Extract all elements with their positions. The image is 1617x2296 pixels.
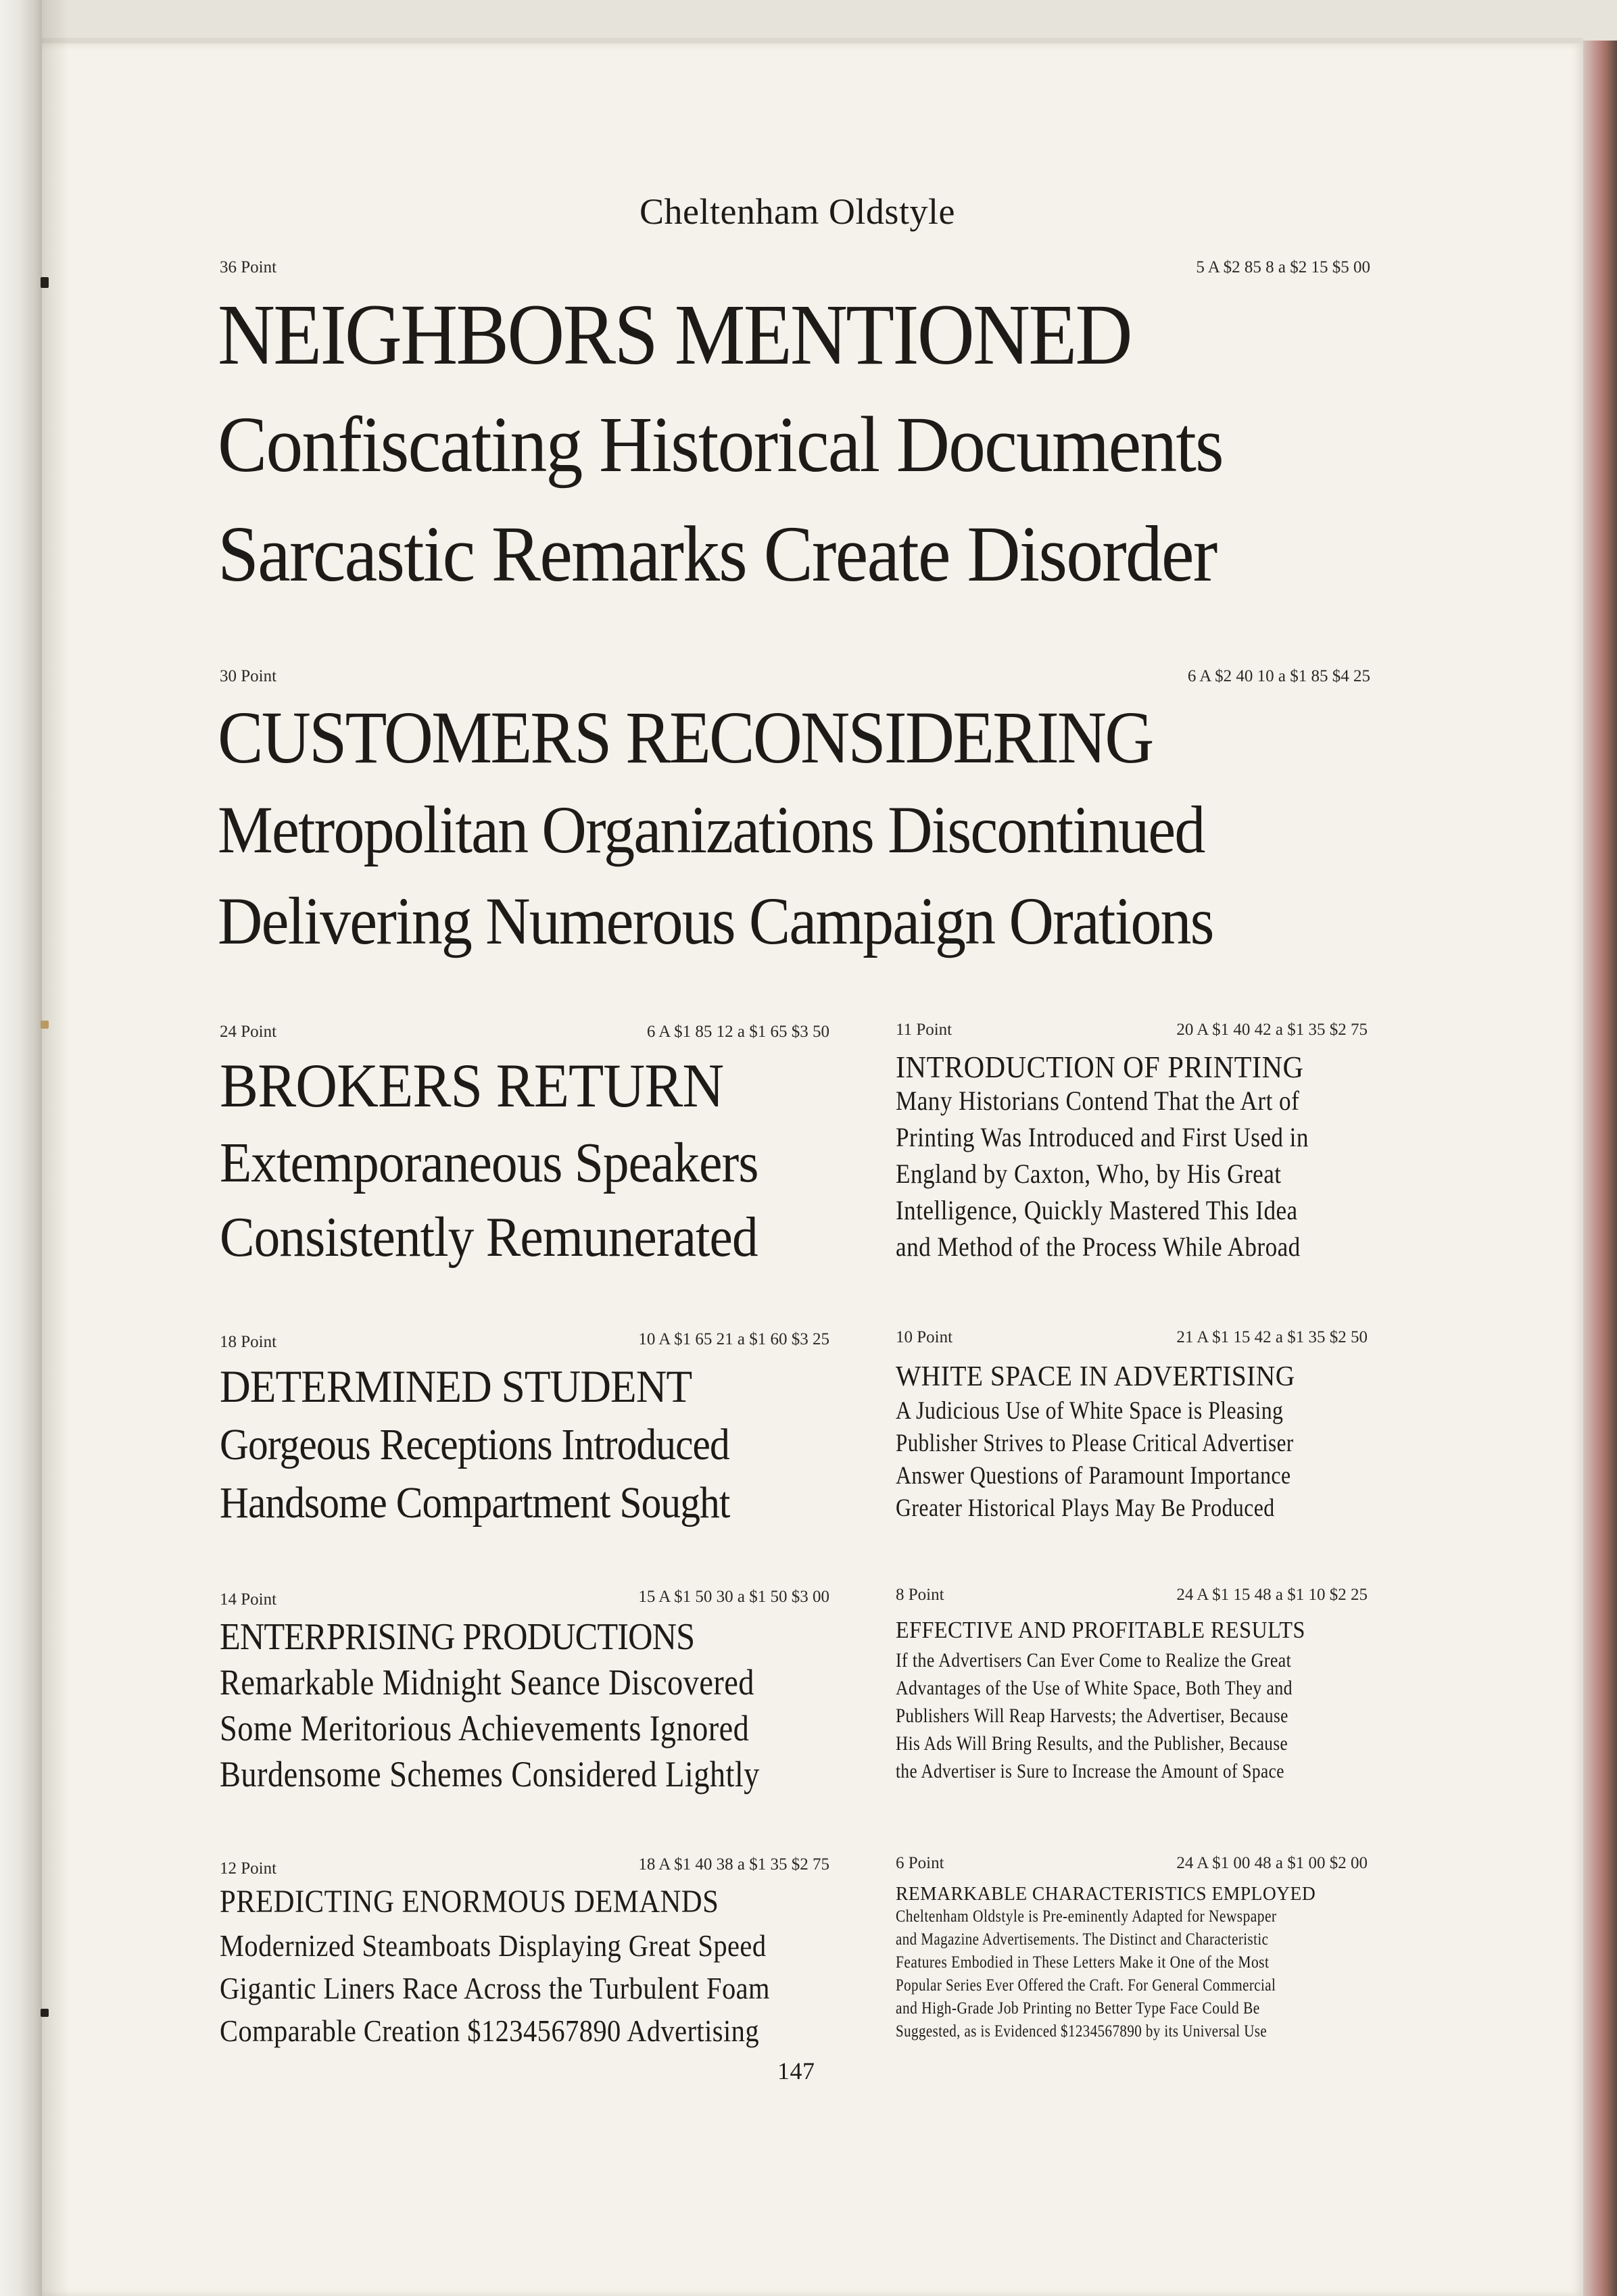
specimen-line: Greater Historical Plays May Be Produced	[896, 1494, 1275, 1522]
specimen-line: CUSTOMERS RECONSIDERING	[218, 696, 1153, 779]
specimen-line: Comparable Creation $1234567890 Advertising	[220, 2013, 760, 2048]
specimen-line: the Advertiser is Sure to Increase the Amount of Space	[896, 1760, 1284, 1782]
page-edges	[1579, 41, 1617, 2296]
size-label: 10 Point	[896, 1328, 953, 1346]
specimen-line: Sarcastic Remarks Create Disorder	[218, 510, 1217, 598]
specimen-line: Answer Questions of Paramount Importance	[896, 1462, 1291, 1490]
specimen-line: Advantages of the Use of White Space, Both They and	[896, 1677, 1293, 1699]
size-label: 11 Point	[896, 1021, 952, 1039]
price-label: 15 A $1 50 30 a $1 50 $3 00	[638, 1588, 829, 1606]
specimen-line: Confiscating Historical Documents	[218, 400, 1223, 489]
specimen-line: BROKERS RETURN	[220, 1051, 724, 1120]
specimen-line: Modernized Steamboats Displaying Great Speed	[220, 1928, 767, 1963]
binding-thread-mark	[41, 277, 49, 288]
size-label: 36 Point	[220, 258, 277, 276]
page-number: 147	[777, 2057, 815, 2084]
price-label: 6 A $1 85 12 a $1 65 $3 50	[646, 1023, 829, 1041]
specimen-line: His Ads Will Bring Results, and the Publisher, Because	[896, 1732, 1288, 1755]
specimen-line: EFFECTIVE AND PROFITABLE RESULTS	[896, 1617, 1305, 1643]
specimen-line: Suggested, as is Evidenced $1234567890 by its Universal Use	[896, 2022, 1268, 2041]
price-label: 24 A $1 00 48 a $1 00 $2 00	[1176, 1854, 1368, 1872]
specimen-line: PREDICTING ENORMOUS DEMANDS	[220, 1884, 719, 1920]
specimen-line: Extemporaneous Speakers	[220, 1131, 758, 1194]
specimen-line: Handsome Compartment Sought	[220, 1478, 730, 1528]
price-label: 6 A $2 40 10 a $1 85 $4 25	[1187, 667, 1370, 685]
size-label: 30 Point	[220, 667, 277, 685]
specimen-line: Gorgeous Receptions Introduced	[220, 1420, 729, 1469]
size-label: 14 Point	[220, 1590, 277, 1609]
specimen-line: Popular Series Ever Offered the Craft. For General Commercial	[896, 1976, 1276, 1995]
specimen-line: Consistently Remunerated	[220, 1206, 758, 1269]
specimen-line: REMARKABLE CHARACTERISTICS EMPLOYED	[896, 1883, 1316, 1905]
price-label: 18 A $1 40 38 a $1 35 $2 75	[638, 1855, 829, 1874]
size-label: 12 Point	[220, 1859, 277, 1878]
specimen-line: and High-Grade Job Printing no Better Type Face Could Be	[896, 1999, 1260, 2018]
specimen-line: Metropolitan Organizations Discontinued	[218, 792, 1205, 867]
specimen-line: Intelligence, Quickly Mastered This Idea	[896, 1195, 1298, 1225]
specimen-line: WHITE SPACE IN ADVERTISING	[896, 1361, 1295, 1392]
specimen-line: and Magazine Advertisements. The Distinct and Characteristic	[896, 1930, 1269, 1949]
specimen-line: Remarkable Midnight Seance Discovered	[220, 1662, 754, 1703]
book-binding	[0, 0, 42, 2296]
specimen-line: Features Embodied in These Letters Make it One of the Most	[896, 1953, 1270, 1972]
specimen-line: DETERMINED STUDENT	[220, 1361, 692, 1412]
price-label: 20 A $1 40 42 a $1 35 $2 75	[1176, 1021, 1368, 1039]
specimen-line: If the Advertisers Can Ever Come to Realize the Great	[896, 1649, 1292, 1671]
specimen-line: England by Caxton, Who, by His Great	[896, 1158, 1282, 1189]
specimen-line: Publishers Will Reap Harvests; the Advertiser, Because	[896, 1705, 1288, 1727]
size-label: 18 Point	[220, 1333, 277, 1351]
specimen-line: Many Historians Contend That the Art of	[896, 1085, 1300, 1116]
price-label: 21 A $1 15 42 a $1 35 $2 50	[1176, 1328, 1368, 1346]
specimen-line: INTRODUCTION OF PRINTING	[896, 1050, 1304, 1084]
size-label: 8 Point	[896, 1586, 944, 1604]
page-title: Cheltenham Oldstyle	[639, 191, 955, 232]
specimen-line: Printing Was Introduced and First Used in	[896, 1122, 1309, 1152]
specimen-line: Publisher Strives to Please Critical Advertiser	[896, 1430, 1294, 1457]
price-label: 10 A $1 65 21 a $1 60 $3 25	[638, 1330, 829, 1348]
specimen-line: ENTERPRISING PRODUCTIONS	[220, 1616, 695, 1658]
binding-thread-mark	[41, 2009, 49, 2017]
size-label: 24 Point	[220, 1023, 277, 1041]
size-label: 6 Point	[896, 1854, 944, 1872]
specimen-line: A Judicious Use of White Space is Pleasing	[896, 1397, 1284, 1425]
gutter-shadow	[42, 0, 69, 2296]
specimen-line: Burdensome Schemes Considered Lightly	[220, 1754, 760, 1794]
specimen-line: Cheltenham Oldstyle is Pre-eminently Adapted for Newspaper	[896, 1907, 1277, 1926]
specimen-line: NEIGHBORS MENTIONED	[218, 287, 1131, 383]
specimen-line: Some Meritorious Achievements Ignored	[220, 1708, 750, 1749]
price-label: 5 A $2 85 8 a $2 15 $5 00	[1196, 258, 1370, 276]
price-label: 24 A $1 15 48 a $1 10 $2 25	[1176, 1586, 1368, 1604]
binding-thread-mark	[41, 1021, 49, 1029]
specimen-line: and Method of the Process While Abroad	[896, 1231, 1301, 1262]
specimen-line: Delivering Numerous Campaign Orations	[218, 883, 1213, 958]
specimen-line: Gigantic Liners Race Across the Turbulent Foam	[220, 1971, 770, 2005]
